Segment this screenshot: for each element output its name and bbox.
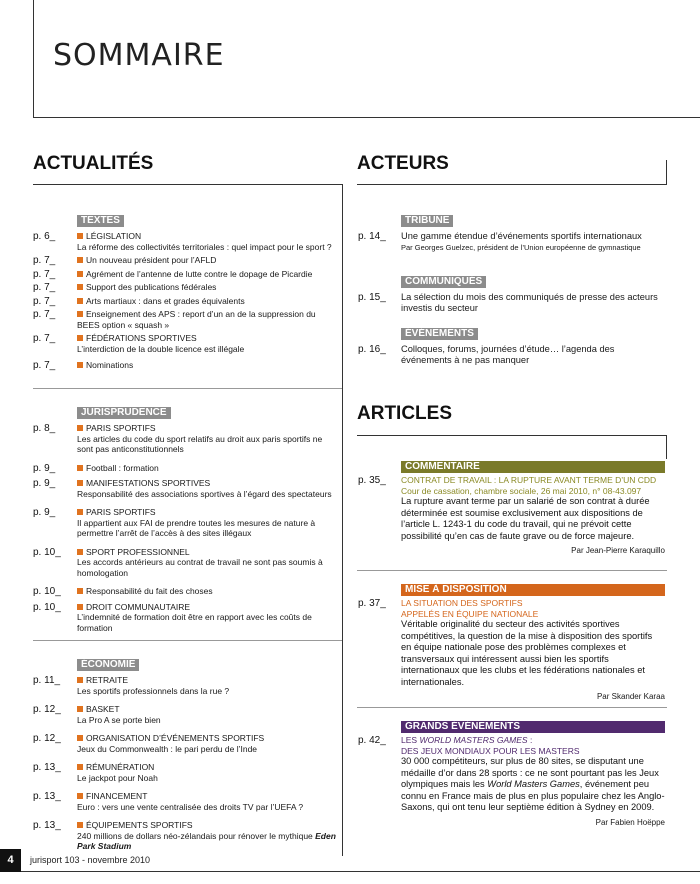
item-desc: 240 millions de dollars néo-zélandais pour rénover le mythique Eden Park Stadium: [77, 830, 336, 851]
list-item[interactable]: [33, 309, 339, 330]
section-title-articles: ARTICLES: [357, 403, 452, 424]
bullet-icon: [77, 509, 83, 515]
list-item[interactable]: [33, 462, 339, 474]
item-desc: Les sportifs professionnels dans la rue ?: [77, 685, 230, 696]
page-number: p. 13_: [33, 762, 61, 773]
item-title: Agrément de l’antenne de lutte contre le dopage de Picardie: [86, 268, 313, 279]
divider: [666, 160, 667, 184]
bullet-icon: [77, 480, 83, 486]
item-title: DROIT COMMUNAUTAIRE: [86, 601, 191, 612]
item-title: Responsabilité du fait des choses: [86, 586, 213, 596]
item-title: Support des publications fédérales: [86, 282, 217, 292]
page-number: p. 16_: [358, 344, 386, 355]
bullet-icon: [77, 257, 83, 263]
list-item[interactable]: [33, 820, 339, 852]
item-desc: Le jackpot pour Noah: [77, 772, 158, 783]
item-desc: Les accords antérieurs au contrat de travail ne sont pas soumis à homologation: [77, 557, 323, 578]
page-number: p. 7_: [33, 309, 56, 320]
article-summary: La rupture avant terme par un salarié de son contrat à durée déterminée est soumise exclusivement aux dispositions de l’article L. 1243-1 du code du travail, qui ne prévoit cette possibilité qu’en cas de faute grave ou de force majeure.: [401, 496, 650, 541]
item-text: Colloques, forums, journées d’étude… l’agenda des événements à ne pas manquer: [401, 344, 615, 365]
jurisprudence-block: [33, 402, 339, 633]
item-desc: L’indemnité de formation doit être en rapport avec les coûts de formation: [77, 612, 312, 633]
communiques-tag: COMMUNIQUÉS: [401, 276, 486, 288]
list-item[interactable]: [358, 292, 665, 314]
section-title-actualites: ACTUALITÉS: [33, 153, 154, 174]
page-number: p. 13_: [33, 791, 61, 802]
list-item[interactable]: [33, 546, 339, 579]
item-title: FÉDÉRATIONS SPORTIVES: [86, 333, 197, 343]
page-number: p. 7_: [33, 255, 56, 266]
textes-tag: TEXTES: [77, 215, 124, 227]
bullet-icon: [77, 298, 83, 304]
section-title-acteurs: ACTEURS: [357, 153, 449, 174]
page-number-badge: 4: [0, 849, 21, 872]
divider: [33, 640, 342, 641]
bullet-icon: [77, 793, 83, 799]
page-number: p. 6_: [33, 231, 56, 242]
item-desc: La Pro A se porte bien: [77, 714, 161, 725]
commentaire-block: [358, 456, 665, 557]
page-number: p. 35_: [358, 475, 386, 486]
page-number: p. 37_: [358, 598, 386, 609]
page-number: p. 10_: [33, 586, 61, 597]
page-number: p. 12_: [33, 733, 61, 744]
item-title: ÉQUIPEMENTS SPORTIFS: [86, 820, 193, 830]
list-item[interactable]: [33, 478, 339, 499]
list-item[interactable]: [33, 586, 339, 597]
article-subtitle: LA SITUATION DES SPORTIFS APPELÉS EN ÉQUIPE NATIONALE: [401, 598, 539, 619]
evenements-block: [358, 323, 665, 366]
grands-block: [358, 716, 665, 828]
page-number: p. 14_: [358, 231, 386, 242]
item-text: La sélection du mois des communiqués de presse des acteurs investis du secteur: [401, 292, 658, 313]
communiques-block: [358, 271, 665, 314]
textes-block: [33, 210, 339, 371]
article-author: Par Jean-Pierre Karaquillo: [571, 546, 665, 555]
list-item[interactable]: [33, 675, 339, 696]
article-author: Par Fabien Hoëppe: [595, 817, 665, 827]
bullet-icon: [77, 425, 83, 431]
item-title: SPORT PROFESSIONNEL: [86, 546, 190, 557]
item-desc: Euro : vers une vente centralisée des droits TV par l’UEFA ?: [77, 801, 304, 812]
footer-divider: [21, 871, 700, 872]
footer-text: jurisport 103 - novembre 2010: [30, 855, 151, 865]
mise-block: [358, 579, 665, 703]
article-summary: 30 000 compétiteurs, sur plus de 80 sites, se disputant une médaille d’or dans 28 sports : ce ne sont pourtant pas les Jeux olympiques mais les World Masters Games, événement peu connu en France mais de plus en plus populaire chez les Anglo-Saxons, qui ont tenu leur septième édition à Sydney en 2009.: [401, 756, 665, 812]
item-desc: La réforme des collectivités territoriales : quel impact pour le sport ?: [77, 241, 332, 252]
bullet-icon: [77, 335, 83, 341]
item-title: Arts martiaux : dans et grades équivalents: [86, 295, 245, 306]
page-number: p. 13_: [33, 820, 61, 831]
page-number: p. 7_: [33, 282, 56, 293]
page-number: p. 9_: [33, 462, 56, 474]
page-number: p. 12_: [33, 704, 61, 715]
item-title: PARIS SPORTIFS: [86, 507, 156, 517]
list-item[interactable]: [358, 735, 665, 828]
bullet-icon: [77, 233, 83, 239]
column-divider: [342, 184, 343, 856]
divider: [357, 570, 667, 571]
list-item[interactable]: [358, 344, 665, 366]
list-item[interactable]: [33, 704, 339, 725]
bullet-icon: [77, 465, 83, 471]
page-number: p. 10_: [33, 601, 61, 613]
list-item[interactable]: [33, 423, 339, 455]
divider: [33, 184, 342, 185]
item-title: RÉMUNÉRATION: [86, 762, 155, 772]
list-item[interactable]: [358, 598, 665, 703]
economie-tag: ÉCONOMIE: [77, 659, 139, 671]
list-item[interactable]: [33, 255, 339, 266]
page-title: SOMMAIRE: [53, 38, 225, 73]
page-number: p. 7_: [33, 268, 56, 280]
article-reference: Cour de cassation, chambre sociale, 26 mai 2010, n° 08-43.097: [401, 485, 642, 496]
divider: [33, 388, 342, 389]
bullet-icon: [77, 822, 83, 828]
divider: [357, 435, 667, 436]
item-desc: L’interdiction de la double licence est illégale: [77, 343, 245, 354]
article-summary: Véritable originalité du secteur des activités sportives compétitives, la question de la mise à disposition des sportifs en équipe nationale pose des problèmes complexes et transversaux qui intéressent aussi bien les sportifs internationaux que les clubs et les fédérations nationales et internationales.: [401, 619, 653, 687]
page-number: p. 9_: [33, 478, 56, 489]
mise-tag: MISE À DISPOSITION: [401, 584, 665, 596]
item-title: Football : formation: [86, 462, 159, 473]
bullet-icon: [77, 549, 83, 555]
bullet-icon: [77, 284, 83, 290]
item-desc: Les articles du code du sport relatifs au droit aux paris sportifs ne sont pas anticonstitutionnels: [77, 433, 323, 454]
bullet-icon: [77, 604, 83, 610]
item-desc: Responsabilité des associations sportives à l’égard des spectateurs: [77, 488, 332, 499]
list-item[interactable]: [358, 475, 665, 557]
article-subtitle-2: DES JEUX MONDIAUX POUR LES MASTERS: [401, 745, 580, 756]
list-item[interactable]: [33, 231, 339, 252]
commentaire-tag: COMMENTAIRE: [401, 461, 665, 473]
page-number: p. 9_: [33, 507, 56, 518]
item-title: FINANCEMENT: [86, 791, 148, 801]
list-item[interactable]: [33, 360, 339, 371]
list-item[interactable]: [33, 733, 339, 754]
list-item[interactable]: [33, 762, 339, 783]
divider: [666, 435, 667, 459]
list-item[interactable]: [33, 601, 339, 634]
divider: [357, 707, 667, 708]
list-item[interactable]: [33, 268, 339, 280]
page-number: p. 11_: [33, 675, 61, 686]
page-number: p. 7_: [33, 295, 56, 307]
item-desc: Jeux du Commonwealth : le pari perdu de l’Inde: [77, 743, 258, 754]
item-title: Nominations: [86, 360, 134, 370]
page-number: p. 10_: [33, 546, 61, 558]
item-title: PARIS SPORTIFS: [86, 423, 156, 433]
item-desc: Il appartient aux FAI de prendre toutes les mesures de nature à permettre l’arrêt de l’accès à des sites illégaux: [77, 517, 316, 538]
list-item[interactable]: [33, 333, 339, 354]
list-item[interactable]: [33, 295, 339, 307]
divider: [357, 184, 667, 185]
item-title: RETRAITE: [86, 675, 129, 685]
bullet-icon: [77, 677, 83, 683]
grands-tag: GRANDS ÉVÉNEMENTS: [401, 721, 665, 733]
evenements-tag: ÉVÉNEMENTS: [401, 328, 478, 340]
item-title: BASKET: [86, 704, 120, 714]
list-item[interactable]: [33, 791, 339, 812]
jurisprudence-tag: JURISPRUDENCE: [77, 407, 171, 419]
tribune-tag: TRIBUNE: [401, 215, 453, 227]
bullet-icon: [77, 764, 83, 770]
item-title: Enseignement des APS : report d’un an de la suppression du BEES option « squash »: [77, 309, 316, 330]
bullet-icon: [77, 588, 83, 594]
page-number: p. 7_: [33, 333, 56, 344]
item-title: LÉGISLATION: [86, 231, 142, 241]
page-number: p. 42_: [358, 735, 386, 746]
item-author: Par Georges Guelzec, président de l’Union européenne de gymnastique: [401, 243, 641, 252]
page-number: p. 8_: [33, 423, 56, 434]
article-author: Par Skander Karaa: [596, 692, 665, 701]
bullet-icon: [77, 311, 83, 317]
item-title: ORGANISATION D’ÉVÉNEMENTS SPORTIFS: [86, 733, 265, 743]
article-subtitle: CONTRAT DE TRAVAIL : LA RUPTURE AVANT TERME D’UN CDD: [401, 475, 657, 485]
article-subtitle: LES WORLD MASTERS GAMES :: [401, 735, 533, 745]
list-item[interactable]: [358, 231, 665, 252]
list-item[interactable]: [33, 282, 339, 293]
bullet-icon: [77, 706, 83, 712]
economie-block: [33, 654, 339, 852]
page-number: p. 15_: [358, 292, 386, 303]
tribune-block: [358, 210, 665, 252]
bullet-icon: [77, 271, 83, 277]
item-title: MANIFESTATIONS SPORTIVES: [86, 478, 211, 488]
page-number: p. 7_: [33, 360, 56, 371]
list-item[interactable]: [33, 507, 339, 539]
item-title: Un nouveau président pour l’AFLD: [86, 255, 217, 265]
bullet-icon: [77, 362, 83, 368]
bullet-icon: [77, 735, 83, 741]
item-text: Une gamme étendue d’événements sportifs internationaux: [401, 231, 642, 241]
